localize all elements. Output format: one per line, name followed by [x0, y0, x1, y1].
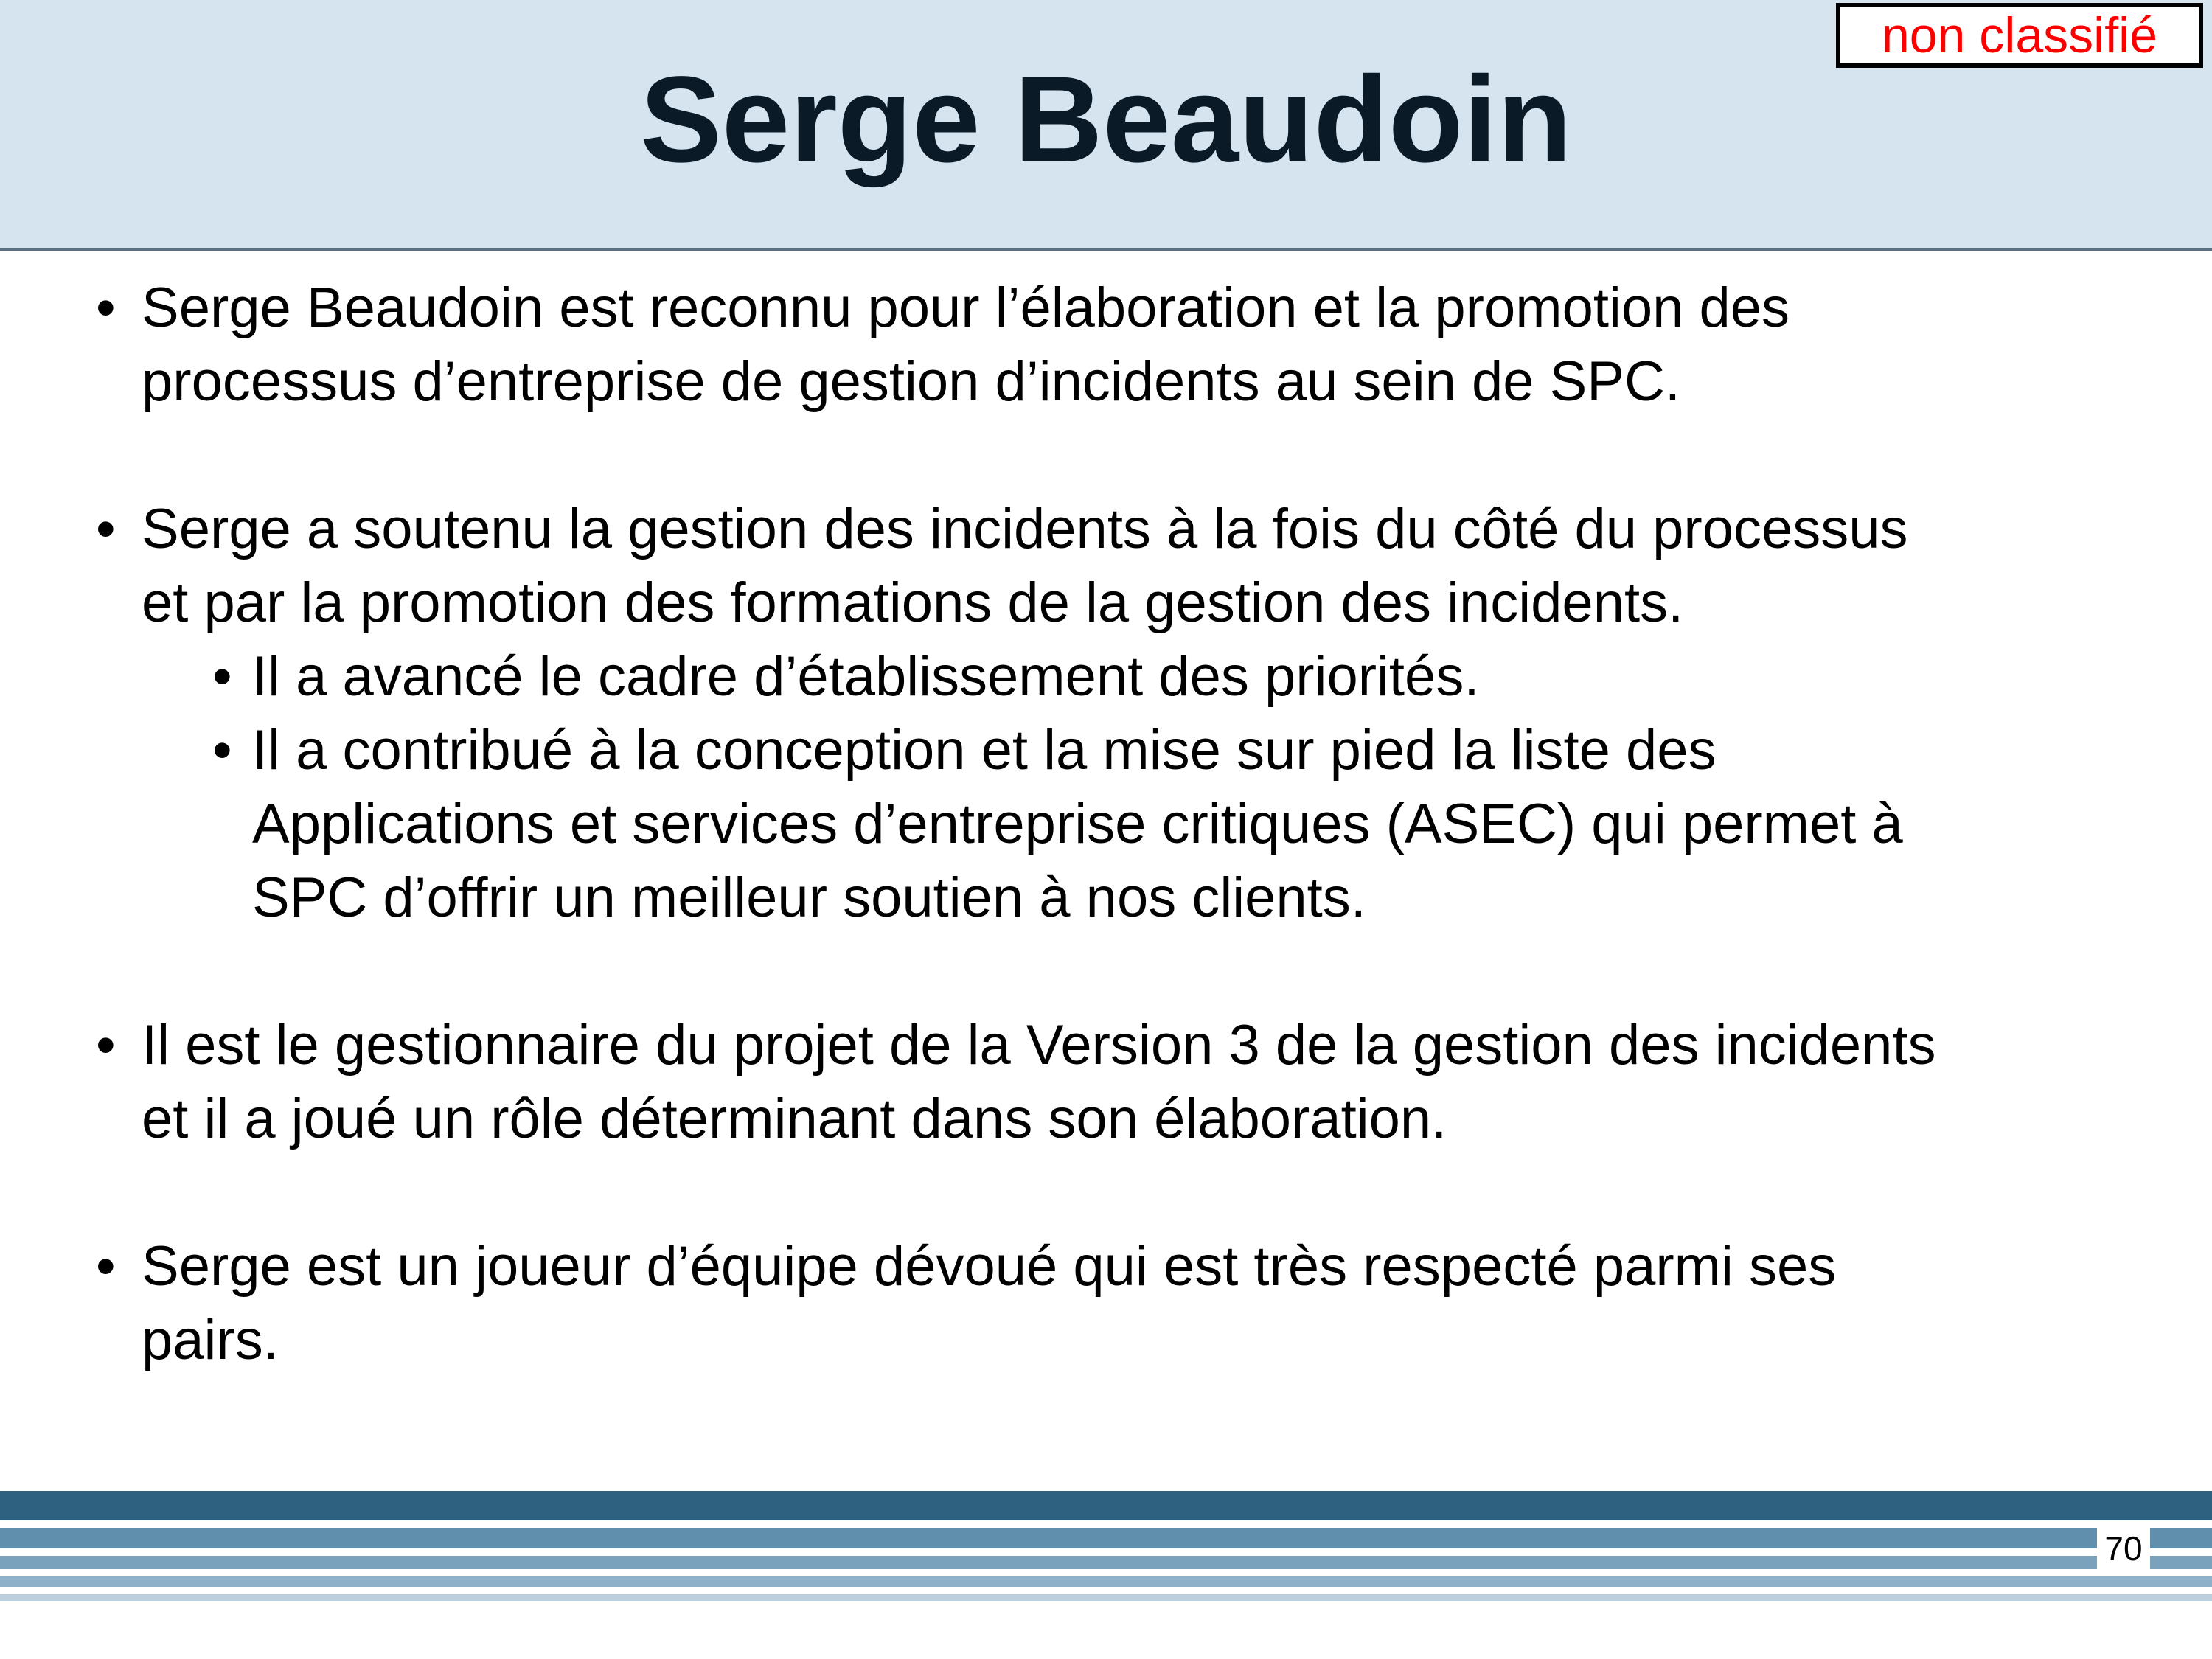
bullet-line: et par la promotion des formations de la gestion des incidents. — [142, 571, 1684, 634]
bullet-marker: • — [96, 1014, 116, 1077]
bullet-item — [96, 1230, 2160, 1377]
sub-bullet-line: Il a contribué à la conception et la mise sur pied la liste des — [252, 719, 1717, 782]
footer-stripe — [0, 1528, 2212, 1548]
bullet-item — [96, 493, 2160, 640]
bullet-marker: • — [96, 276, 116, 339]
footer-stripe — [0, 1594, 2212, 1601]
sub-bullet-marker: • — [212, 719, 232, 782]
sub-bullet-item — [96, 640, 2160, 714]
bullet-line: Serge est un joueur d’équipe dévoué qui est très respecté parmi ses — [142, 1235, 1837, 1298]
bullet-line: pairs. — [142, 1309, 279, 1371]
slide-title: Serge Beaudoin — [640, 52, 1572, 188]
bullet-item — [96, 271, 2160, 419]
sub-bullet-item — [96, 714, 2160, 935]
sub-bullet-line: Applications et services d’entreprise critiques (ASEC) qui permet à — [252, 793, 1903, 855]
bullet-line: Il est le gestionnaire du projet de la Version 3 de la gestion des incidents — [142, 1014, 1936, 1077]
slide-header — [0, 0, 2212, 251]
slide-content — [96, 271, 2160, 1377]
bullet-marker: • — [96, 1235, 116, 1298]
bullet-line: et il a joué un rôle déterminant dans son élaboration. — [142, 1088, 1447, 1150]
classification-label: non classifié — [1836, 3, 2203, 68]
footer-stripe — [0, 1491, 2212, 1520]
page-number: 70 — [2097, 1522, 2150, 1575]
sub-bullet-marker: • — [212, 645, 232, 708]
bullet-line: Serge a soutenu la gestion des incidents à la fois du côté du processus — [142, 498, 1908, 560]
footer-stripe — [0, 1576, 2212, 1587]
bullet-line: Serge Beaudoin est reconnu pour l’élaboration et la promotion des — [142, 276, 1790, 339]
bullet-line: processus d’entreprise de gestion d’incidents au sein de SPC. — [142, 350, 1680, 413]
bullet-item — [96, 1009, 2160, 1156]
footer-stripe — [0, 1556, 2212, 1569]
sub-bullet-line: SPC d’offrir un meilleur soutien à nos clients. — [252, 866, 1366, 929]
sub-bullet-line: Il a avancé le cadre d’établissement des priorités. — [252, 645, 1480, 708]
bullet-marker: • — [96, 498, 116, 560]
